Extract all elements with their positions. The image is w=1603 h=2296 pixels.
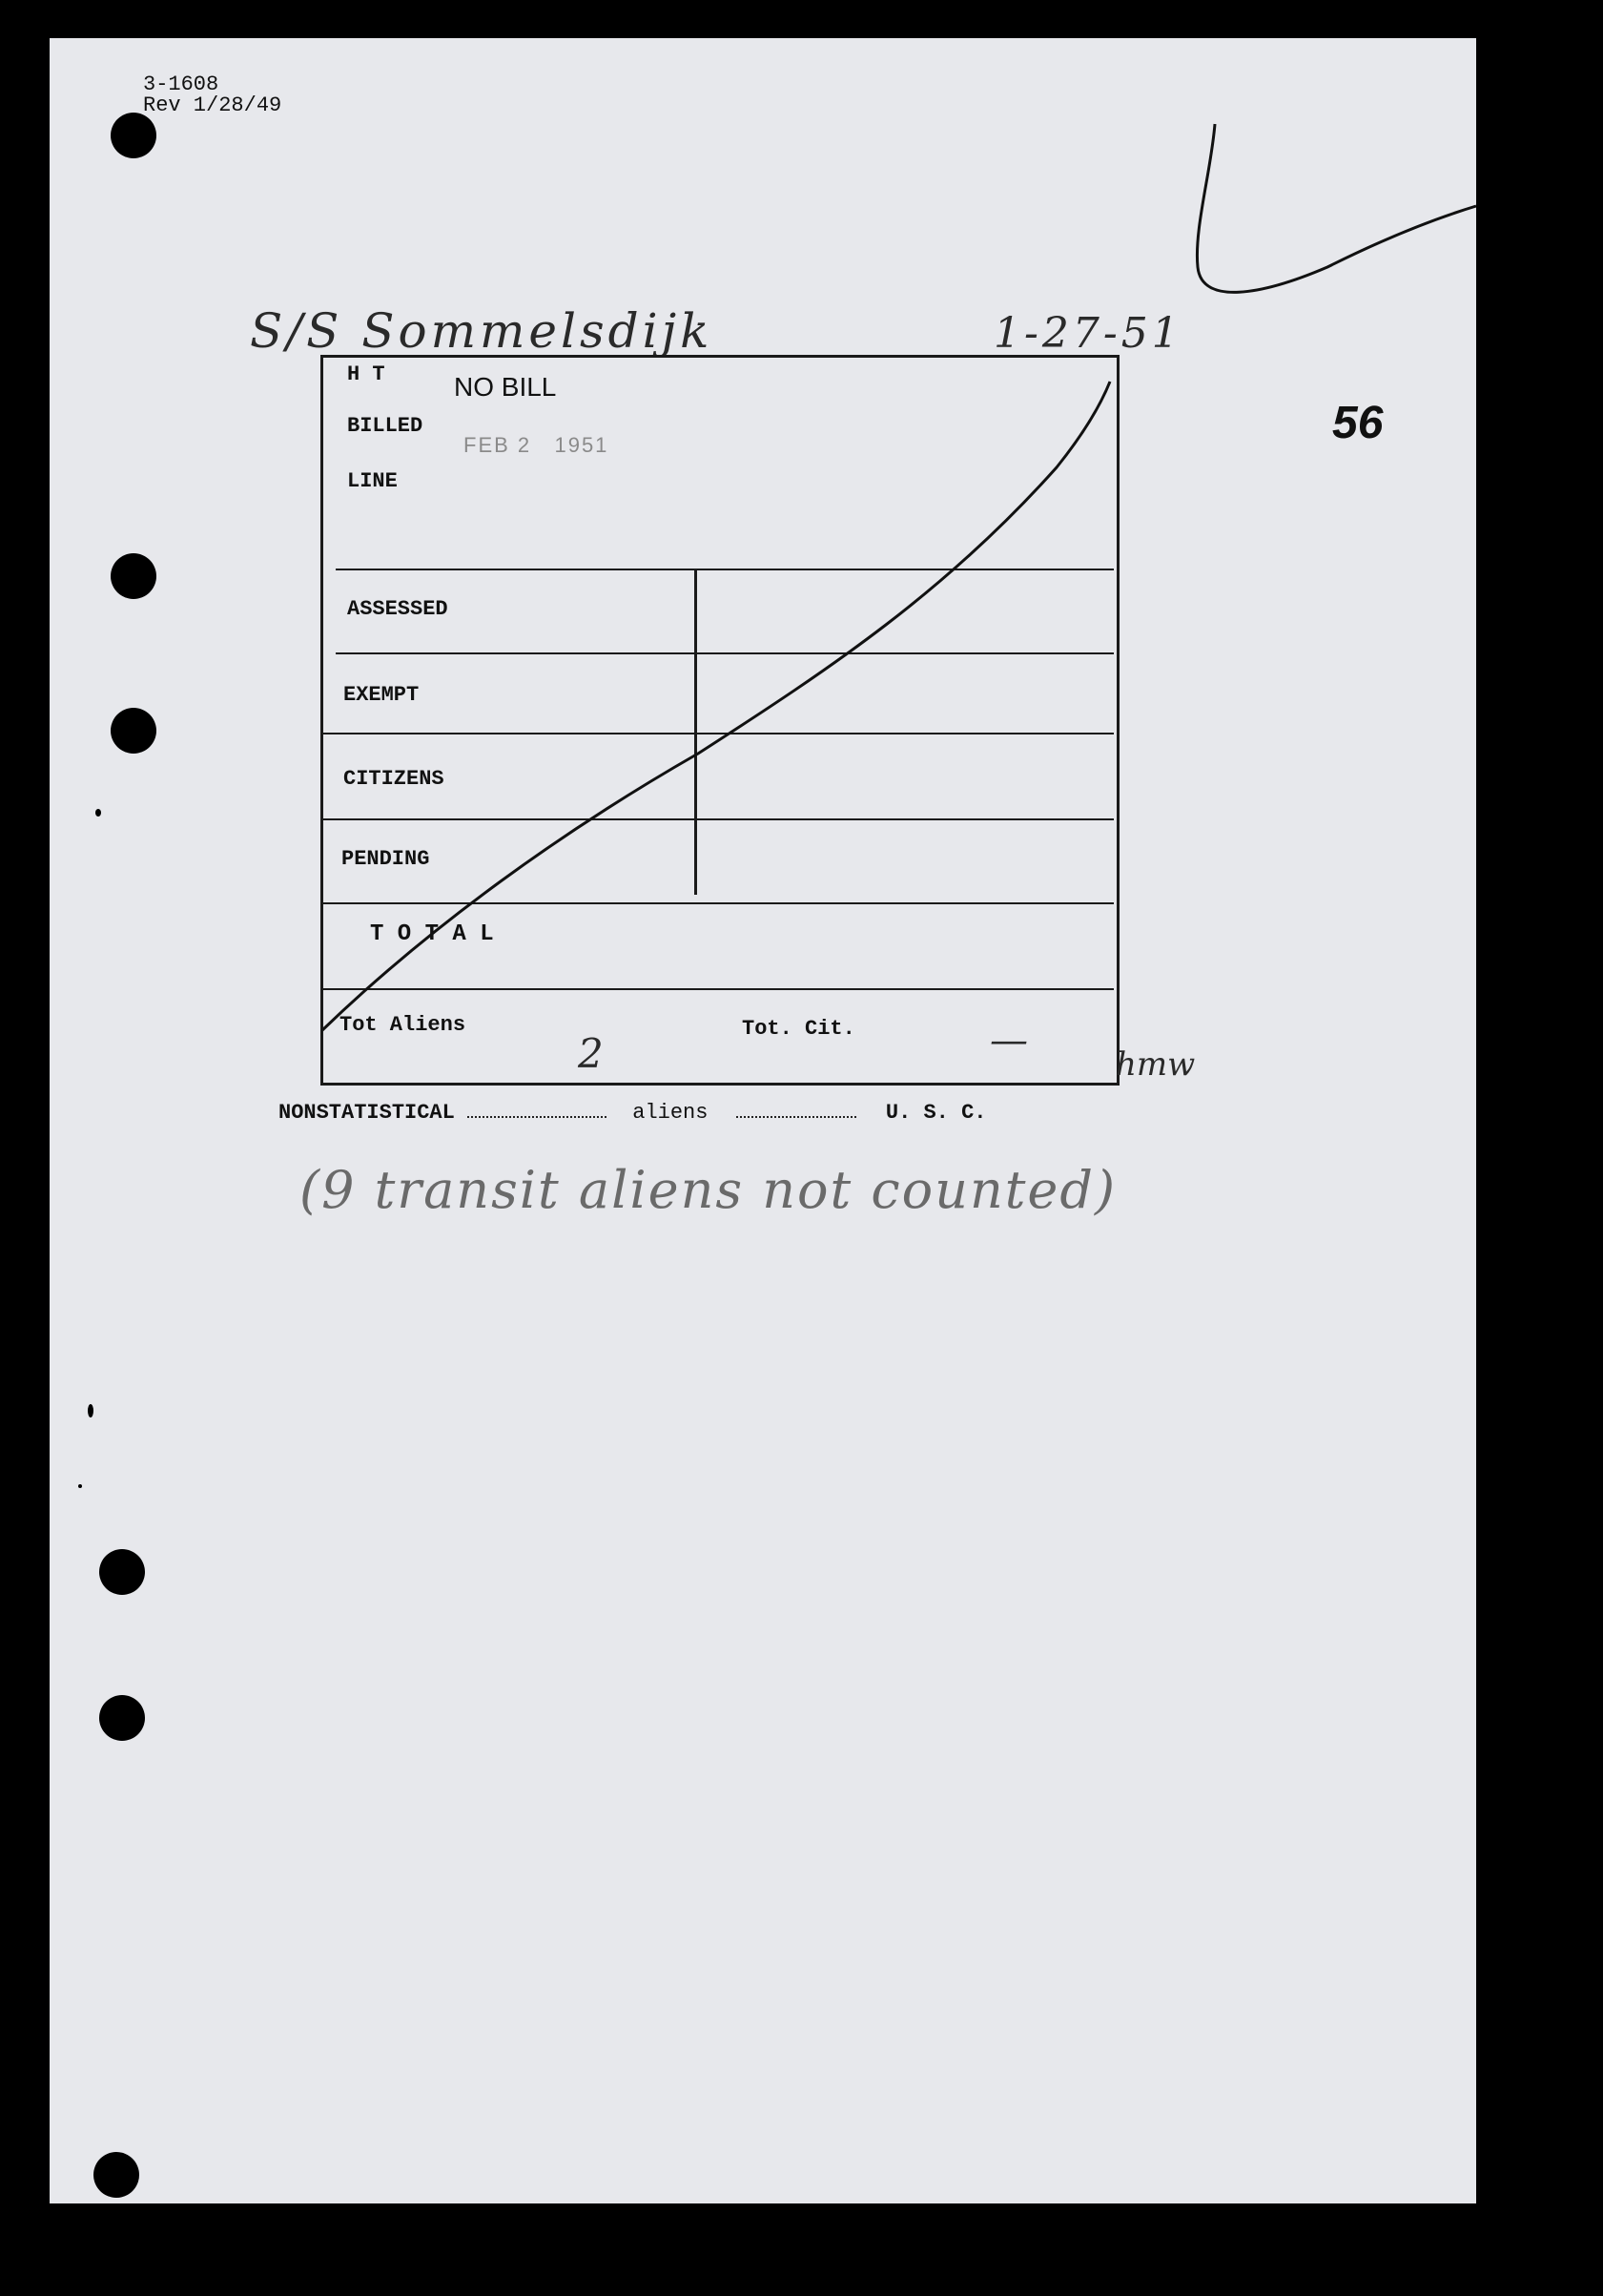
label-tot-cit: Tot. Cit. xyxy=(742,1017,855,1041)
speck xyxy=(88,1404,93,1417)
check-mark-icon xyxy=(1156,114,1480,324)
label-billed: BILLED xyxy=(347,414,423,438)
nonstatistical-blank xyxy=(467,1116,606,1118)
label-aliens: aliens xyxy=(632,1101,709,1125)
label-ht: H T xyxy=(347,362,385,386)
label-total: T O T A L xyxy=(370,921,494,947)
vessel-name: S/S Sommelsdijk xyxy=(250,303,713,359)
label-assessed: ASSESSED xyxy=(347,597,448,621)
tot-aliens-value: 2 xyxy=(578,1030,604,1077)
speck xyxy=(95,809,101,817)
label-usc: U. S. C. xyxy=(885,1101,987,1125)
label-exempt: EXEMPT xyxy=(343,683,420,707)
cancellation-line xyxy=(317,372,1175,1040)
document-page xyxy=(50,38,1476,2203)
label-line: LINE xyxy=(347,469,398,493)
no-bill-stamp: NO BILL xyxy=(454,372,557,402)
label-pending: PENDING xyxy=(341,847,430,871)
inspector-initials: hmw xyxy=(1116,1045,1196,1084)
punch-hole xyxy=(93,2152,139,2198)
punch-hole xyxy=(111,113,156,158)
punch-hole xyxy=(99,1549,145,1595)
punch-hole xyxy=(111,708,156,754)
date-stamp: FEB 2 1951 xyxy=(463,433,609,457)
nonstatistical-row xyxy=(278,1101,987,1125)
punch-hole xyxy=(99,1695,145,1741)
aliens-blank xyxy=(736,1116,856,1118)
label-citizens: CITIZENS xyxy=(343,767,444,791)
arrival-date: 1-27-51 xyxy=(994,309,1182,358)
form-number: 3-1608 xyxy=(143,72,219,96)
punch-hole xyxy=(111,553,156,599)
tot-cit-value: — xyxy=(990,1019,1028,1063)
speck xyxy=(78,1484,82,1488)
transit-note: (9 transit aliens not counted) xyxy=(299,1160,1118,1220)
page-number: 56 xyxy=(1332,398,1384,448)
label-nonstatistical: NONSTATISTICAL xyxy=(278,1101,455,1125)
label-tot-aliens: Tot Aliens xyxy=(339,1013,466,1037)
form-revision: Rev 1/28/49 xyxy=(143,93,282,117)
